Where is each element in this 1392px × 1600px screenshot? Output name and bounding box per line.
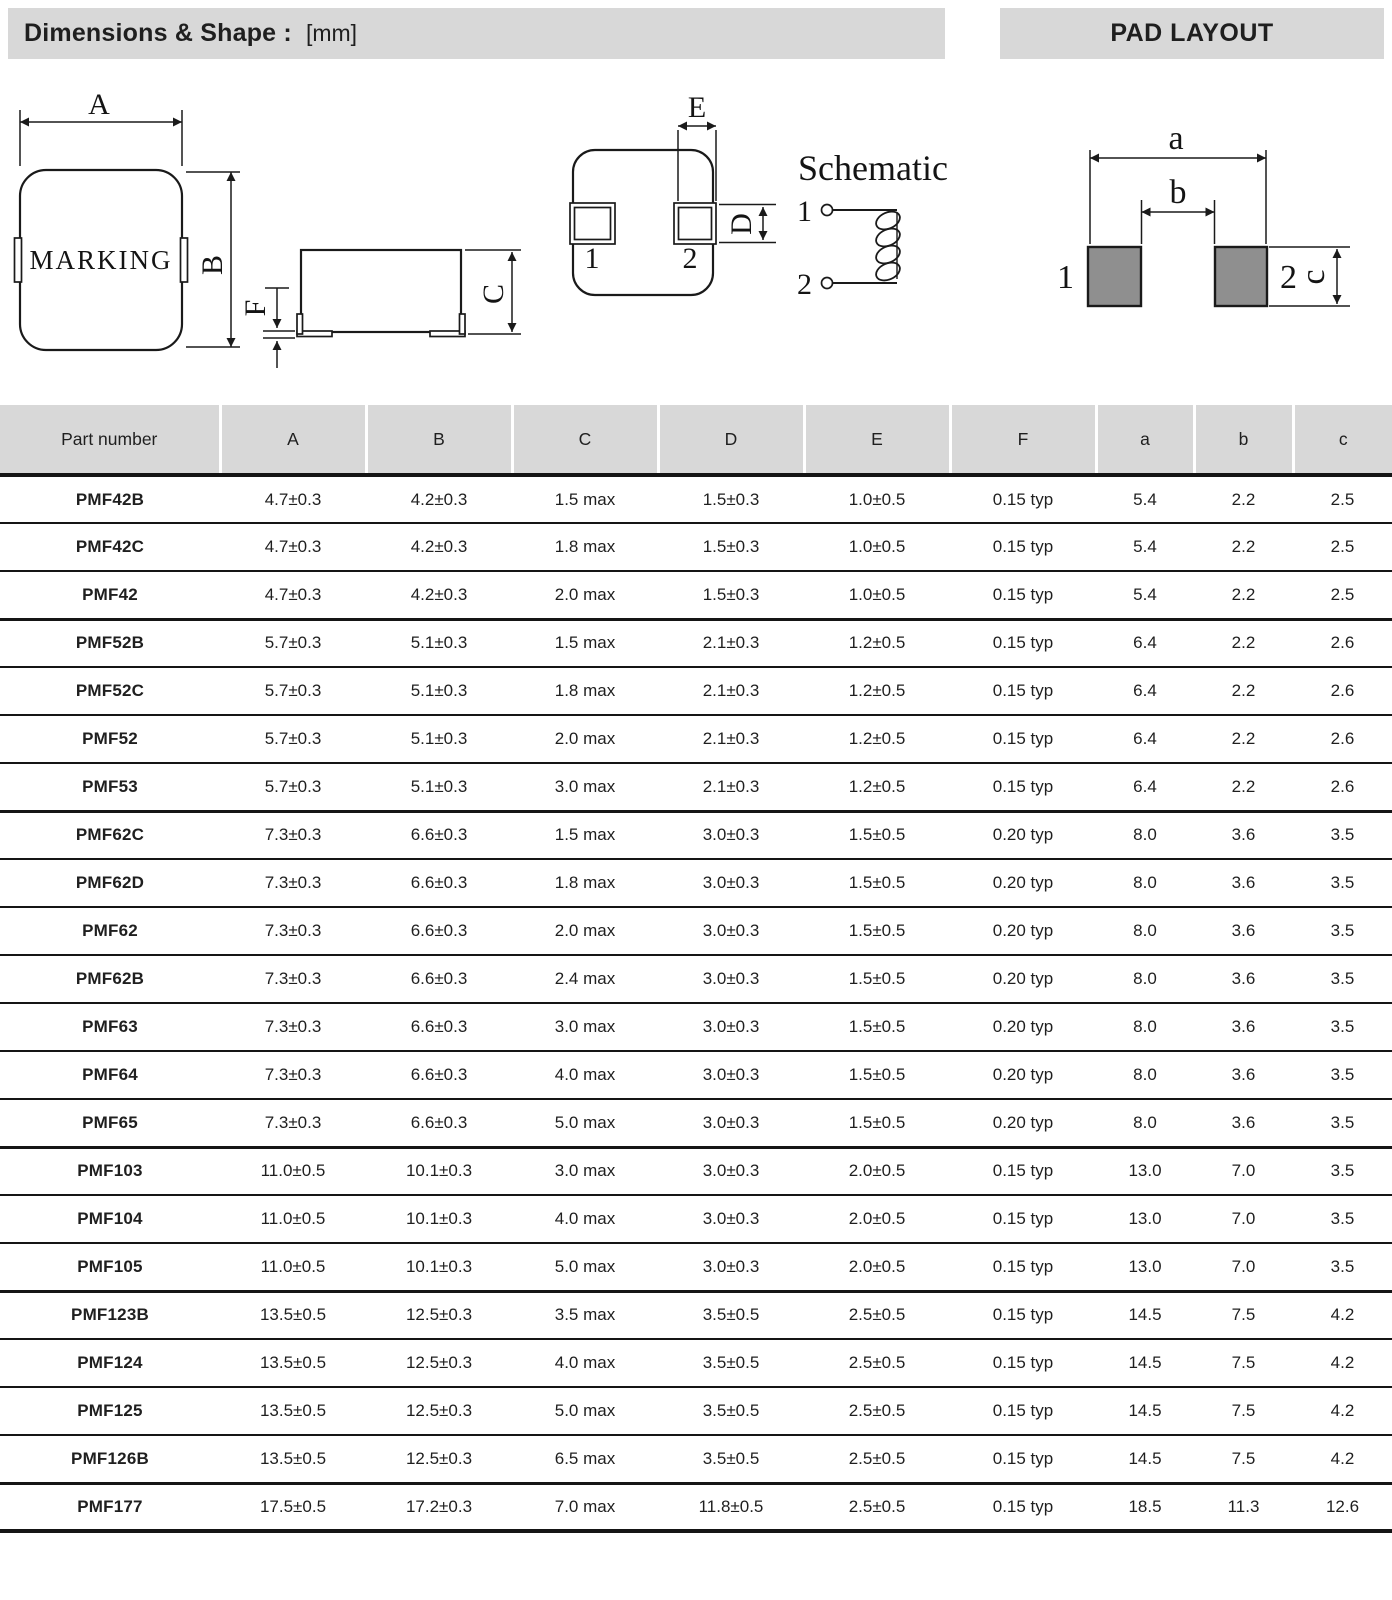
dimension-value-cell: 1.5±0.3 [658, 475, 804, 523]
dimension-value-cell: 14.5 [1096, 1435, 1194, 1483]
dimension-value-cell: 2.2 [1194, 715, 1293, 763]
table-row [0, 1387, 1392, 1435]
dimension-value-cell: 3.5±0.5 [658, 1435, 804, 1483]
dimension-value-cell: 1.8 max [512, 667, 658, 715]
dimension-value-cell: 2.5 [1293, 475, 1392, 523]
dimension-value-cell: 2.1±0.3 [658, 667, 804, 715]
dimension-value-cell: 0.15 typ [950, 1147, 1096, 1195]
dimension-value-cell: 13.5±0.5 [220, 1387, 366, 1435]
dimension-value-cell: 2.1±0.3 [658, 715, 804, 763]
dimension-value-cell: 2.2 [1194, 619, 1293, 667]
dimension-value-cell: 1.5±0.5 [804, 1099, 950, 1147]
dimension-value-cell: 4.2 [1293, 1339, 1392, 1387]
dimension-value-cell: 2.0±0.5 [804, 1147, 950, 1195]
dimension-value-cell: 11.0±0.5 [220, 1243, 366, 1291]
dim-a-label: A [88, 88, 110, 121]
dimension-value-cell: 5.4 [1096, 475, 1194, 523]
pad1-number: 1 [584, 242, 600, 275]
dimension-value-cell: 12.6 [1293, 1483, 1392, 1531]
dimension-value-cell: 5.1±0.3 [366, 715, 512, 763]
table-row [0, 1147, 1392, 1195]
dimension-value-cell: 7.3±0.3 [220, 811, 366, 859]
dimension-value-cell: 3.5±0.5 [658, 1387, 804, 1435]
dimension-value-cell: 2.4 max [512, 955, 658, 1003]
dimension-value-cell: 1.0±0.5 [804, 475, 950, 523]
part-number-cell: PMF62B [0, 955, 220, 1003]
dimension-value-cell: 13.5±0.5 [220, 1339, 366, 1387]
table-row [0, 1195, 1392, 1243]
dimension-value-cell: 0.15 typ [950, 715, 1096, 763]
table-row [0, 955, 1392, 1003]
table-row [0, 571, 1392, 619]
dimension-value-cell: 3.6 [1194, 811, 1293, 859]
dimension-value-cell: 13.5±0.5 [220, 1435, 366, 1483]
dimension-value-cell: 17.5±0.5 [220, 1483, 366, 1531]
dimension-value-cell: 7.0 [1194, 1147, 1293, 1195]
dimension-value-cell: 6.6±0.3 [366, 859, 512, 907]
col-header-A: A [220, 405, 366, 475]
dimension-value-cell: 1.5±0.3 [658, 523, 804, 571]
dimension-value-cell: 4.2 [1293, 1291, 1392, 1339]
dimension-value-cell: 2.6 [1293, 763, 1392, 811]
dimension-value-cell: 1.5 max [512, 811, 658, 859]
schematic-title: Schematic [798, 148, 948, 188]
dimension-value-cell: 3.5±0.5 [658, 1291, 804, 1339]
dimension-value-cell: 2.2 [1194, 763, 1293, 811]
section-title: Dimensions & Shape : [24, 19, 292, 47]
dimension-value-cell: 5.1±0.3 [366, 619, 512, 667]
dimension-value-cell: 12.5±0.3 [366, 1291, 512, 1339]
dimension-value-cell: 4.2 [1293, 1387, 1392, 1435]
dimension-value-cell: 1.5 max [512, 619, 658, 667]
schematic-pin1-label: 1 [797, 195, 812, 228]
dimension-value-cell: 14.5 [1096, 1339, 1194, 1387]
terminal-edge-left [15, 238, 22, 282]
dim-e-label: E [687, 91, 707, 124]
dimension-value-cell: 4.0 max [512, 1339, 658, 1387]
layout-pad1-number: 1 [1057, 259, 1074, 296]
dimension-value-cell: 5.7±0.3 [220, 763, 366, 811]
dimension-value-cell: 0.15 typ [950, 1291, 1096, 1339]
schematic-drawing [797, 148, 948, 301]
dimension-value-cell: 8.0 [1096, 907, 1194, 955]
part-number-cell: PMF124 [0, 1339, 220, 1387]
part-number-cell: PMF105 [0, 1243, 220, 1291]
dimension-value-cell: 3.0±0.3 [658, 1051, 804, 1099]
dimension-value-cell: 2.5±0.5 [804, 1483, 950, 1531]
table-row [0, 1435, 1392, 1483]
dimension-value-cell: 7.5 [1194, 1291, 1293, 1339]
dimension-value-cell: 5.1±0.3 [366, 763, 512, 811]
dimension-value-cell: 0.20 typ [950, 1099, 1096, 1147]
dimension-value-cell: 7.3±0.3 [220, 907, 366, 955]
col-header-B: B [366, 405, 512, 475]
part-number-cell: PMF126B [0, 1435, 220, 1483]
dimension-value-cell: 6.4 [1096, 715, 1194, 763]
part-number-cell: PMF123B [0, 1291, 220, 1339]
part-number-cell: PMF125 [0, 1387, 220, 1435]
dimension-value-cell: 3.0±0.3 [658, 1243, 804, 1291]
dimension-value-cell: 7.3±0.3 [220, 1003, 366, 1051]
dimension-value-cell: 7.3±0.3 [220, 859, 366, 907]
col-header-E: E [804, 405, 950, 475]
dimension-value-cell: 3.6 [1194, 955, 1293, 1003]
table-row [0, 1483, 1392, 1531]
dimension-value-cell: 3.0 max [512, 1147, 658, 1195]
part-number-cell: PMF52B [0, 619, 220, 667]
dimension-value-cell: 2.2 [1194, 475, 1293, 523]
dimension-value-cell: 0.15 typ [950, 1387, 1096, 1435]
dimension-value-cell: 6.6±0.3 [366, 955, 512, 1003]
part-number-cell: PMF52 [0, 715, 220, 763]
dimension-value-cell: 2.2 [1194, 571, 1293, 619]
table-row [0, 1003, 1392, 1051]
dimension-value-cell: 8.0 [1096, 1051, 1194, 1099]
pad-layout-drawing [1057, 120, 1350, 306]
dimension-value-cell: 8.0 [1096, 811, 1194, 859]
pad-layout-title-bar [1000, 8, 1384, 59]
dimension-value-cell: 2.5±0.5 [804, 1435, 950, 1483]
dimension-value-cell: 2.5±0.5 [804, 1291, 950, 1339]
dimension-value-cell: 1.5±0.3 [658, 571, 804, 619]
table-row [0, 763, 1392, 811]
side-view-drawing [239, 250, 521, 368]
table-row [0, 523, 1392, 571]
dimension-value-cell: 2.0 max [512, 571, 658, 619]
dimension-value-cell: 10.1±0.3 [366, 1243, 512, 1291]
dimension-value-cell: 0.15 typ [950, 571, 1096, 619]
dimension-value-cell: 3.5 [1293, 907, 1392, 955]
dimension-value-cell: 3.6 [1194, 1003, 1293, 1051]
dimension-value-cell: 1.2±0.5 [804, 763, 950, 811]
dimension-value-cell: 5.7±0.3 [220, 667, 366, 715]
dimension-value-cell: 14.5 [1096, 1387, 1194, 1435]
dimension-value-cell: 3.6 [1194, 1099, 1293, 1147]
layout-pad2 [1215, 247, 1267, 306]
dimension-value-cell: 5.1±0.3 [366, 667, 512, 715]
dimension-value-cell: 6.5 max [512, 1435, 658, 1483]
dimension-value-cell: 3.0±0.3 [658, 955, 804, 1003]
dimension-value-cell: 3.6 [1194, 1051, 1293, 1099]
dimension-value-cell: 3.5 [1293, 859, 1392, 907]
dimension-value-cell: 8.0 [1096, 859, 1194, 907]
col-header-F: F [950, 405, 1096, 475]
dimension-value-cell: 2.0 max [512, 715, 658, 763]
dimension-value-cell: 6.4 [1096, 619, 1194, 667]
dimension-value-cell: 4.2 [1293, 1435, 1392, 1483]
table-row [0, 475, 1392, 523]
part-number-cell: PMF62 [0, 907, 220, 955]
dimension-value-cell: 6.6±0.3 [366, 1051, 512, 1099]
dimension-value-cell: 1.5±0.5 [804, 859, 950, 907]
dimension-value-cell: 8.0 [1096, 1099, 1194, 1147]
part-number-cell: PMF65 [0, 1099, 220, 1147]
dimension-value-cell: 2.0±0.5 [804, 1195, 950, 1243]
dimension-value-cell: 1.5±0.5 [804, 955, 950, 1003]
dimension-value-cell: 4.7±0.3 [220, 571, 366, 619]
pin1-terminal [822, 205, 833, 216]
dimension-value-cell: 13.0 [1096, 1147, 1194, 1195]
dimension-value-cell: 0.20 typ [950, 859, 1096, 907]
dimension-value-cell: 6.6±0.3 [366, 811, 512, 859]
col-header-b: b [1194, 405, 1293, 475]
dimension-value-cell: 6.6±0.3 [366, 907, 512, 955]
dimension-value-cell: 2.0 max [512, 907, 658, 955]
dimension-value-cell: 7.0 max [512, 1483, 658, 1531]
dimension-value-cell: 0.15 typ [950, 1339, 1096, 1387]
dimension-value-cell: 1.8 max [512, 859, 658, 907]
dimension-value-cell: 6.4 [1096, 763, 1194, 811]
dimension-value-cell: 0.15 typ [950, 619, 1096, 667]
dimension-value-cell: 1.2±0.5 [804, 667, 950, 715]
dimension-value-cell: 3.0±0.3 [658, 1099, 804, 1147]
dimension-value-cell: 5.0 max [512, 1099, 658, 1147]
table-row [0, 811, 1392, 859]
dimension-value-cell: 2.5±0.5 [804, 1339, 950, 1387]
dimension-value-cell: 3.5 [1293, 1003, 1392, 1051]
pin2-terminal [822, 278, 833, 289]
dimension-value-cell: 3.5 [1293, 1195, 1392, 1243]
dimensions-table-body [0, 475, 1392, 1531]
dimension-value-cell: 11.3 [1194, 1483, 1293, 1531]
dimension-value-cell: 3.5 [1293, 1147, 1392, 1195]
dimension-value-cell: 1.0±0.5 [804, 523, 950, 571]
dimension-value-cell: 3.5 [1293, 1051, 1392, 1099]
table-row [0, 1291, 1392, 1339]
dimension-value-cell: 4.7±0.3 [220, 523, 366, 571]
table-row [0, 619, 1392, 667]
dimension-value-cell: 0.20 typ [950, 1051, 1096, 1099]
dimension-value-cell: 3.0 max [512, 763, 658, 811]
dimension-value-cell: 6.6±0.3 [366, 1099, 512, 1147]
dimension-value-cell: 13.5±0.5 [220, 1291, 366, 1339]
dimension-value-cell: 7.0 [1194, 1243, 1293, 1291]
table-row [0, 1339, 1392, 1387]
pad-layout-title: PAD LAYOUT [1110, 19, 1274, 47]
dimension-value-cell: 12.5±0.3 [366, 1387, 512, 1435]
dimension-value-cell: 0.20 typ [950, 811, 1096, 859]
dimension-value-cell: 2.0±0.5 [804, 1243, 950, 1291]
dimension-value-cell: 0.15 typ [950, 475, 1096, 523]
dimension-value-cell: 13.0 [1096, 1195, 1194, 1243]
part-number-cell: PMF52C [0, 667, 220, 715]
dimension-value-cell: 11.0±0.5 [220, 1147, 366, 1195]
pad2-number: 2 [682, 242, 698, 275]
dimension-value-cell: 3.6 [1194, 859, 1293, 907]
dimension-value-cell: 6.6±0.3 [366, 1003, 512, 1051]
dimension-value-cell: 5.7±0.3 [220, 619, 366, 667]
dimension-value-cell: 5.4 [1096, 571, 1194, 619]
dimension-value-cell: 4.0 max [512, 1051, 658, 1099]
dimension-drawings [0, 70, 1392, 410]
part-number-cell: PMF42 [0, 571, 220, 619]
layout-pad2-number: 2 [1280, 259, 1297, 296]
dimension-value-cell: 2.5 [1293, 571, 1392, 619]
dimension-value-cell: 4.7±0.3 [220, 475, 366, 523]
dimension-value-cell: 1.5 max [512, 475, 658, 523]
dimension-value-cell: 0.15 typ [950, 1195, 1096, 1243]
dimension-value-cell: 3.0 max [512, 1003, 658, 1051]
dimension-value-cell: 11.0±0.5 [220, 1195, 366, 1243]
dimension-value-cell: 0.15 typ [950, 1243, 1096, 1291]
dimension-value-cell: 3.0±0.3 [658, 1195, 804, 1243]
dimension-value-cell: 3.5 max [512, 1291, 658, 1339]
part-number-cell: PMF53 [0, 763, 220, 811]
dimension-value-cell: 0.15 typ [950, 667, 1096, 715]
dimension-value-cell: 3.5 [1293, 1243, 1392, 1291]
dimension-value-cell: 8.0 [1096, 1003, 1194, 1051]
dimension-value-cell: 3.6 [1194, 907, 1293, 955]
dimension-value-cell: 2.2 [1194, 523, 1293, 571]
dimension-value-cell: 0.20 typ [950, 907, 1096, 955]
dimension-value-cell: 3.5±0.5 [658, 1339, 804, 1387]
part-number-cell: PMF177 [0, 1483, 220, 1531]
dimension-value-cell: 7.3±0.3 [220, 1051, 366, 1099]
dimension-value-cell: 0.15 typ [950, 1435, 1096, 1483]
dim-f-label: F [239, 299, 272, 317]
dimension-value-cell: 4.2±0.3 [366, 475, 512, 523]
dimension-value-cell: 17.2±0.3 [366, 1483, 512, 1531]
dimension-value-cell: 3.0±0.3 [658, 1003, 804, 1051]
dimension-value-cell: 5.4 [1096, 523, 1194, 571]
dimension-value-cell: 3.0±0.3 [658, 811, 804, 859]
dimension-value-cell: 3.0±0.3 [658, 1147, 804, 1195]
table-row [0, 1243, 1392, 1291]
marking-label: MARKING [29, 245, 173, 275]
dimension-value-cell: 1.0±0.5 [804, 571, 950, 619]
dimension-value-cell: 1.5±0.5 [804, 907, 950, 955]
section-unit: [mm] [305, 20, 358, 46]
table-header-row [0, 405, 1392, 475]
dimension-value-cell: 7.3±0.3 [220, 955, 366, 1003]
top-view-drawing [15, 88, 241, 350]
table-row [0, 1051, 1392, 1099]
dimension-value-cell: 7.5 [1194, 1339, 1293, 1387]
dimension-value-cell: 1.8 max [512, 523, 658, 571]
col-header-a: a [1096, 405, 1194, 475]
layout-pad1 [1088, 247, 1141, 306]
dimension-value-cell: 0.15 typ [950, 763, 1096, 811]
dimension-value-cell: 7.5 [1194, 1435, 1293, 1483]
dimension-value-cell: 13.0 [1096, 1243, 1194, 1291]
col-header-part-number: Part number [0, 405, 220, 475]
dim-a-lower-label: a [1168, 120, 1184, 157]
part-number-cell: PMF64 [0, 1051, 220, 1099]
dim-b-label: B [196, 254, 229, 276]
table-row [0, 1099, 1392, 1147]
dimension-value-cell: 2.1±0.3 [658, 619, 804, 667]
dimension-value-cell: 3.5 [1293, 811, 1392, 859]
dimension-value-cell: 2.6 [1293, 667, 1392, 715]
dimension-value-cell: 8.0 [1096, 955, 1194, 1003]
dim-d-label: D [725, 213, 758, 235]
section-title-bar [8, 8, 945, 59]
inductor-coil-icon [873, 208, 902, 284]
part-number-cell: PMF104 [0, 1195, 220, 1243]
dimension-value-cell: 3.5 [1293, 1099, 1392, 1147]
table-row [0, 667, 1392, 715]
part-number-cell: PMF42C [0, 523, 220, 571]
dim-b-lower-label: b [1169, 174, 1187, 211]
dimension-value-cell: 2.6 [1293, 619, 1392, 667]
col-header-c: c [1293, 405, 1392, 475]
dimension-value-cell: 1.2±0.5 [804, 715, 950, 763]
dimension-value-cell: 0.20 typ [950, 1003, 1096, 1051]
dimension-value-cell: 0.15 typ [950, 1483, 1096, 1531]
dimension-value-cell: 1.5±0.5 [804, 811, 950, 859]
table-header [0, 405, 1392, 475]
dimension-value-cell: 7.0 [1194, 1195, 1293, 1243]
part-number-cell: PMF42B [0, 475, 220, 523]
dimension-value-cell: 3.0±0.3 [658, 907, 804, 955]
dimension-value-cell: 12.5±0.3 [366, 1435, 512, 1483]
dimension-value-cell: 1.5±0.5 [804, 1051, 950, 1099]
dimension-value-cell: 5.0 max [512, 1387, 658, 1435]
dimension-value-cell: 4.2±0.3 [366, 523, 512, 571]
col-header-C: C [512, 405, 658, 475]
dimension-value-cell: 4.2±0.3 [366, 571, 512, 619]
dimension-value-cell: 1.5±0.5 [804, 1003, 950, 1051]
part-number-cell: PMF103 [0, 1147, 220, 1195]
dimension-value-cell: 2.5±0.5 [804, 1387, 950, 1435]
dimension-value-cell: 0.20 typ [950, 955, 1096, 1003]
dimension-value-cell: 14.5 [1096, 1291, 1194, 1339]
dimension-value-cell: 2.1±0.3 [658, 763, 804, 811]
dimension-value-cell: 1.2±0.5 [804, 619, 950, 667]
part-number-cell: PMF62C [0, 811, 220, 859]
dimension-value-cell: 2.6 [1293, 715, 1392, 763]
dimension-value-cell: 4.0 max [512, 1195, 658, 1243]
dim-c-label: C [477, 283, 510, 305]
table-row [0, 907, 1392, 955]
dimension-value-cell: 5.0 max [512, 1243, 658, 1291]
dimension-value-cell: 10.1±0.3 [366, 1195, 512, 1243]
table-row [0, 859, 1392, 907]
bottom-view-drawing [570, 91, 776, 295]
col-header-D: D [658, 405, 804, 475]
dimension-value-cell: 3.5 [1293, 955, 1392, 1003]
dimensions-table [0, 405, 1392, 1533]
part-number-cell: PMF62D [0, 859, 220, 907]
part-number-cell: PMF63 [0, 1003, 220, 1051]
dimension-value-cell: 0.15 typ [950, 523, 1096, 571]
schematic-pin2-label: 2 [797, 268, 812, 301]
dim-c-lower-label: c [1295, 269, 1332, 285]
dimension-value-cell: 10.1±0.3 [366, 1147, 512, 1195]
dimension-value-cell: 7.3±0.3 [220, 1099, 366, 1147]
dimension-value-cell: 18.5 [1096, 1483, 1194, 1531]
dimension-value-cell: 6.4 [1096, 667, 1194, 715]
dimension-value-cell: 3.0±0.3 [658, 859, 804, 907]
dimension-value-cell: 11.8±0.5 [658, 1483, 804, 1531]
dimension-value-cell: 12.5±0.3 [366, 1339, 512, 1387]
terminal-edge-right [181, 238, 188, 282]
dimension-value-cell: 5.7±0.3 [220, 715, 366, 763]
dimension-value-cell: 2.5 [1293, 523, 1392, 571]
dimension-value-cell: 7.5 [1194, 1387, 1293, 1435]
table-row [0, 715, 1392, 763]
dimension-value-cell: 2.2 [1194, 667, 1293, 715]
